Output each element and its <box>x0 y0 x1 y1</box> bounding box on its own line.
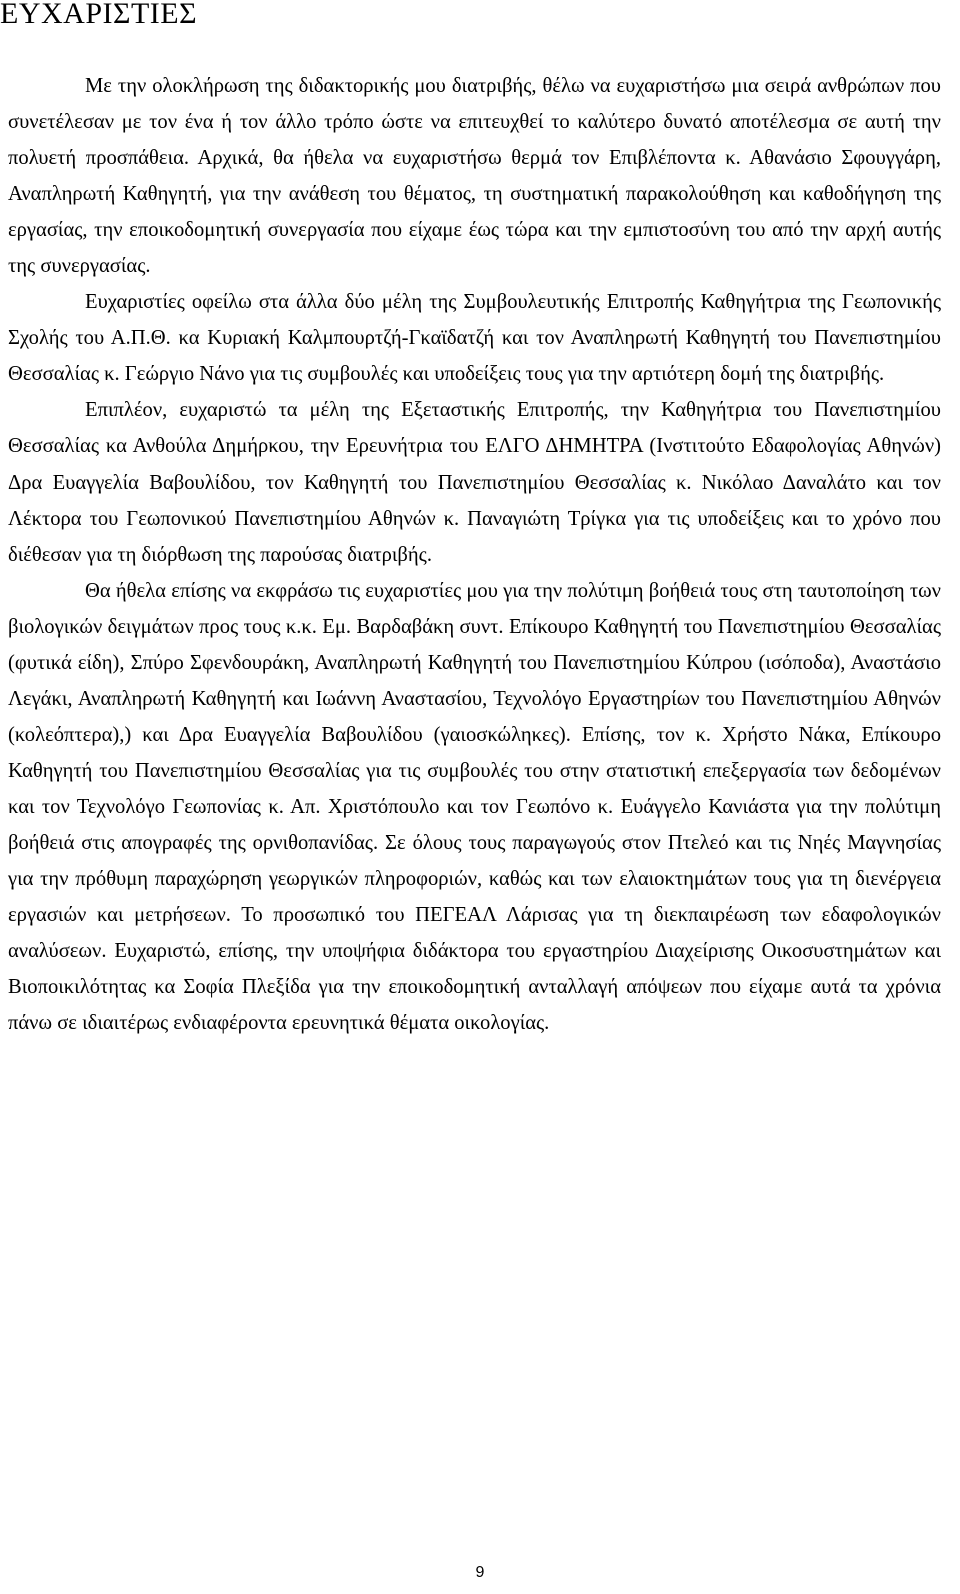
paragraph-supervisor: Με την ολοκλήρωση της διδακτορικής μου διατριβής, θέλω να ευχαριστήσω μια σειρά ανθρώπων που συνετέλεσαν με τον ένα ή τον άλλο τρόπο ώστε να επιτευχθεί το καλύτερο δυνατό αποτέλεσμα σε αυτή την πολυετή προσπάθεια. Αρχικά, θα ήθελα να ευχαριστήσω θερμά τον Επιβλέποντα κ. Αθανάσιο Σφουγγάρη, Αναπληρωτή Καθηγητή, για την ανάθεση του θέματος, τη συστηματική παρακολούθηση και καθοδήγηση της εργασίας, την εποικοδομητική συνεργασία που είχαμε έως τώρα και την εμπιστοσύνη του από την αρχή αυτής της συνεργασίας. <box>8 75 941 278</box>
paragraph-further-thanks: Θα ήθελα επίσης να εκφράσω τις ευχαριστίες μου για την πολύτιμη βοήθειά τους στη ταυτοποίηση των βιολογικών δειγμάτων προς τους κ.κ. Εμ. Βαρδαβάκη συντ. Επίκουρο Καθηγητή του Πανεπιστημίου Θεσσαλίας (φυτικά είδη), Σπύρο Σφενδουράκη, Αναπληρωτή Καθηγητή του Πανεπιστημίου Κύπρου (ισόποδα), Αναστάσιο Λεγάκι, Αναπληρωτή Καθηγητή και Ιωάννη Αναστασίου, Τεχνολόγο Εργαστηρίων του Πανεπιστημίου Αθηνών (κολεόπτερα),) και Δρα Ευαγγελία Βαβουλίδου (γαιοσκώληκες). Επίσης, τον κ. Χρήστο Νάκα, Επίκουρο Καθηγητή του Πανεπιστημίου Θεσσαλίας για τις συμβουλές του στην στατιστική επεξεργασία των δεδομένων και τον Τεχνολόγο Γεωπονίας κ. Απ. Χριστόπουλο και τον Γεωπόνο κ. Ευάγγελο Κανιάστα για την πολύτιμη βοήθειά στις απογραφές της ορνιθοπανίδας. Σε όλους τους παραγωγούς στον Πτελεό και τις Νηές Μαγνησίας για την πρόθυμη παραχώρηση γεωργικών πληροφοριών, καθώς και των ελαιοκτημάτων τους για τη διενέργεια εργασιών και μετρήσεων. Το προσωπικό του ΠΕΓΕΑΛ Λάρισας για τη διεκπαιρέωση των εδαφολογικών αναλύσεων. Ευχαριστώ, επίσης, την υποψήφια διδάκτορα του εργαστηρίου Διαχείρισης Οικοσυστημάτων και Βιοποικιλότητας κα Σοφία Πλεξίδα για την εποικοδομητική ανταλλαγή απόψεων που είχαμε αυτά τα χρόνια πάνω σε ιδιαιτέρως ενδιαφέροντα ερευνητικά θέματα οικολογίας. <box>8 579 941 1035</box>
acknowledgements-body <box>8 68 941 1041</box>
page-number: 9 <box>475 1564 485 1581</box>
paragraph-examination-committee: Επιπλέον, ευχαριστώ τα μέλη της Εξεταστικής Επιτροπής, την Καθηγήτρια του Πανεπιστημίου Θεσσαλίας κα Ανθούλα Δημήρκου, την Ερευνήτρια του ΕΛΓΟ ΔΗΜΗΤΡΑ (Ινστιτούτο Εδαφολογίας Αθηνών) Δρα Ευαγγελία Βαβουλίδου, τον Καθηγητή του Πανεπιστημίου Θεσσαλίας κ. Νικόλαο Δαναλάτο και τον Λέκτορα του Γεωπονικού Πανεπιστημίου Αθηνών κ. Παναγιώτη Τρίγκα για τις υποδείξεις και το χρόνο που διέθεσαν για τη διόρθωση της παρούσας διατριβής. <box>8 399 941 566</box>
paragraph-advisory-committee: Ευχαριστίες οφείλω στα άλλα δύο μέλη της Συμβουλευτικής Επιτροπής Καθηγήτρια της Γεωπονικής Σχολής του Α.Π.Θ. κα Κυριακή Καλμπουρτζή-Γκαϊδατζή και τον Αναπληρωτή Καθηγητή του Πανεπιστημίου Θεσσαλίας κ. Γεώργιο Νάνο για τις συμβουλές και υποδείξεις τους για την αρτιότερη δομή της διατριβής. <box>8 291 941 386</box>
page-title: ΕΥΧΑΡΙΣΤΙΕΣ <box>0 0 198 30</box>
